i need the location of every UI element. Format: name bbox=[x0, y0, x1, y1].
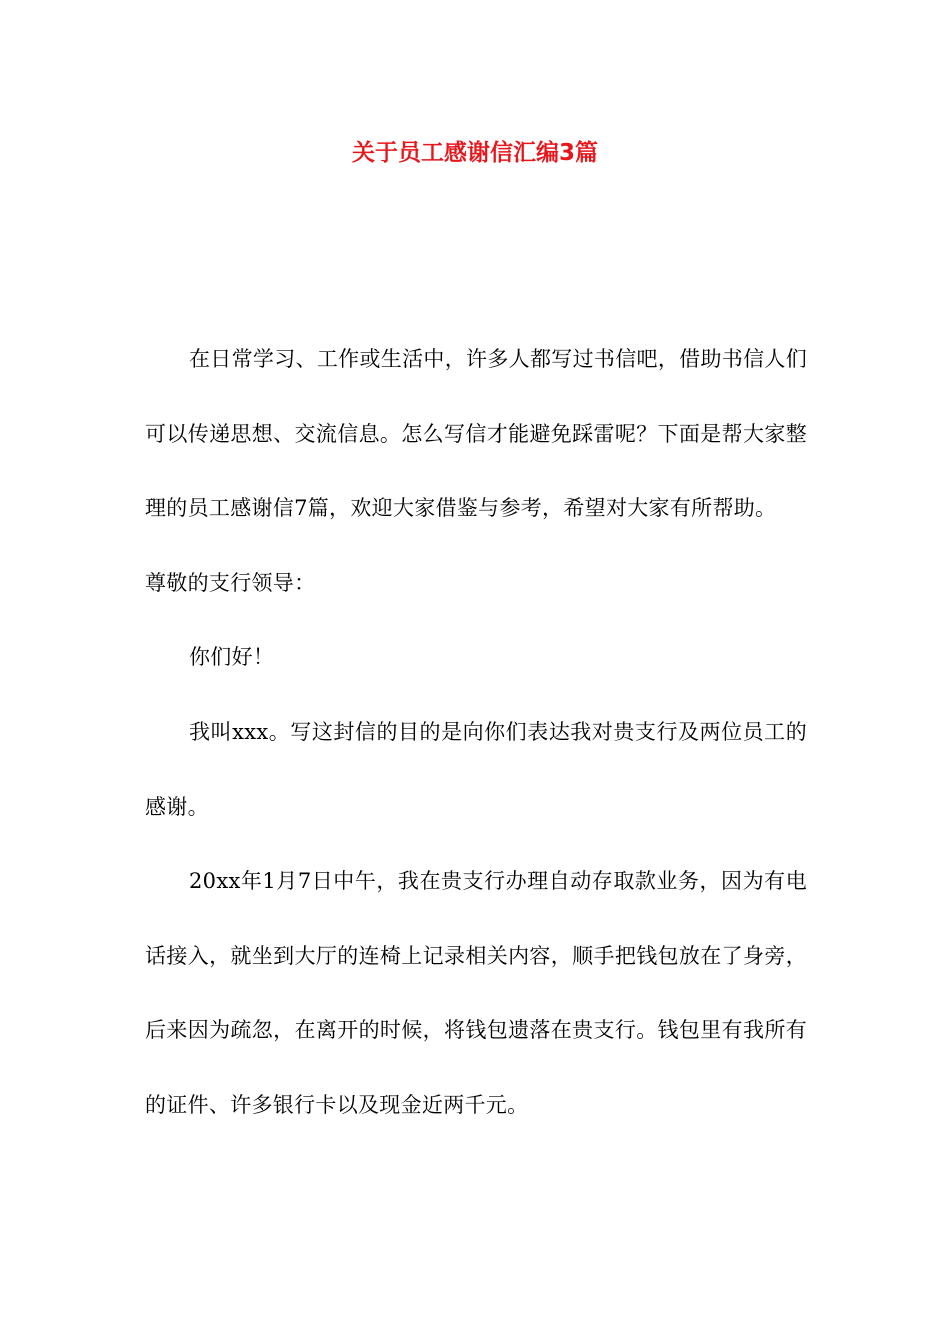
document-title: 关于员工感谢信汇编3篇 bbox=[351, 140, 598, 166]
intro-paragraph: 在日常学习、工作或生活中，许多人都写过书信吧，借助书信人们可以传递思想、交流信息。怎么写信才能避免踩雷呢？下面是帮大家整理的员工感谢信7篇，欢迎大家借鉴与参考，希望对大家有所帮助。 bbox=[145, 347, 807, 521]
letter-paragraph-incident: 20xx年1月7日中午，我在贵支行办理自动存取款业务，因为有电话接入，就坐到大厅的连椅上记录相关内容，顺手把钱包放在了身旁，后来因为疏忽，在离开的时候，将钱包遗落在贵支行。钱包里有我所有的证件、许多银行卡以及现金近两千元。 bbox=[145, 869, 807, 1117]
greeting: 你们好！ bbox=[189, 645, 275, 670]
letter-paragraph-purpose: 我叫xxx。写这封信的目的是向你们表达我对贵支行及两位员工的感谢。 bbox=[145, 719, 807, 819]
document-body bbox=[145, 322, 807, 1143]
salutation: 尊敬的支行领导： bbox=[145, 570, 316, 595]
